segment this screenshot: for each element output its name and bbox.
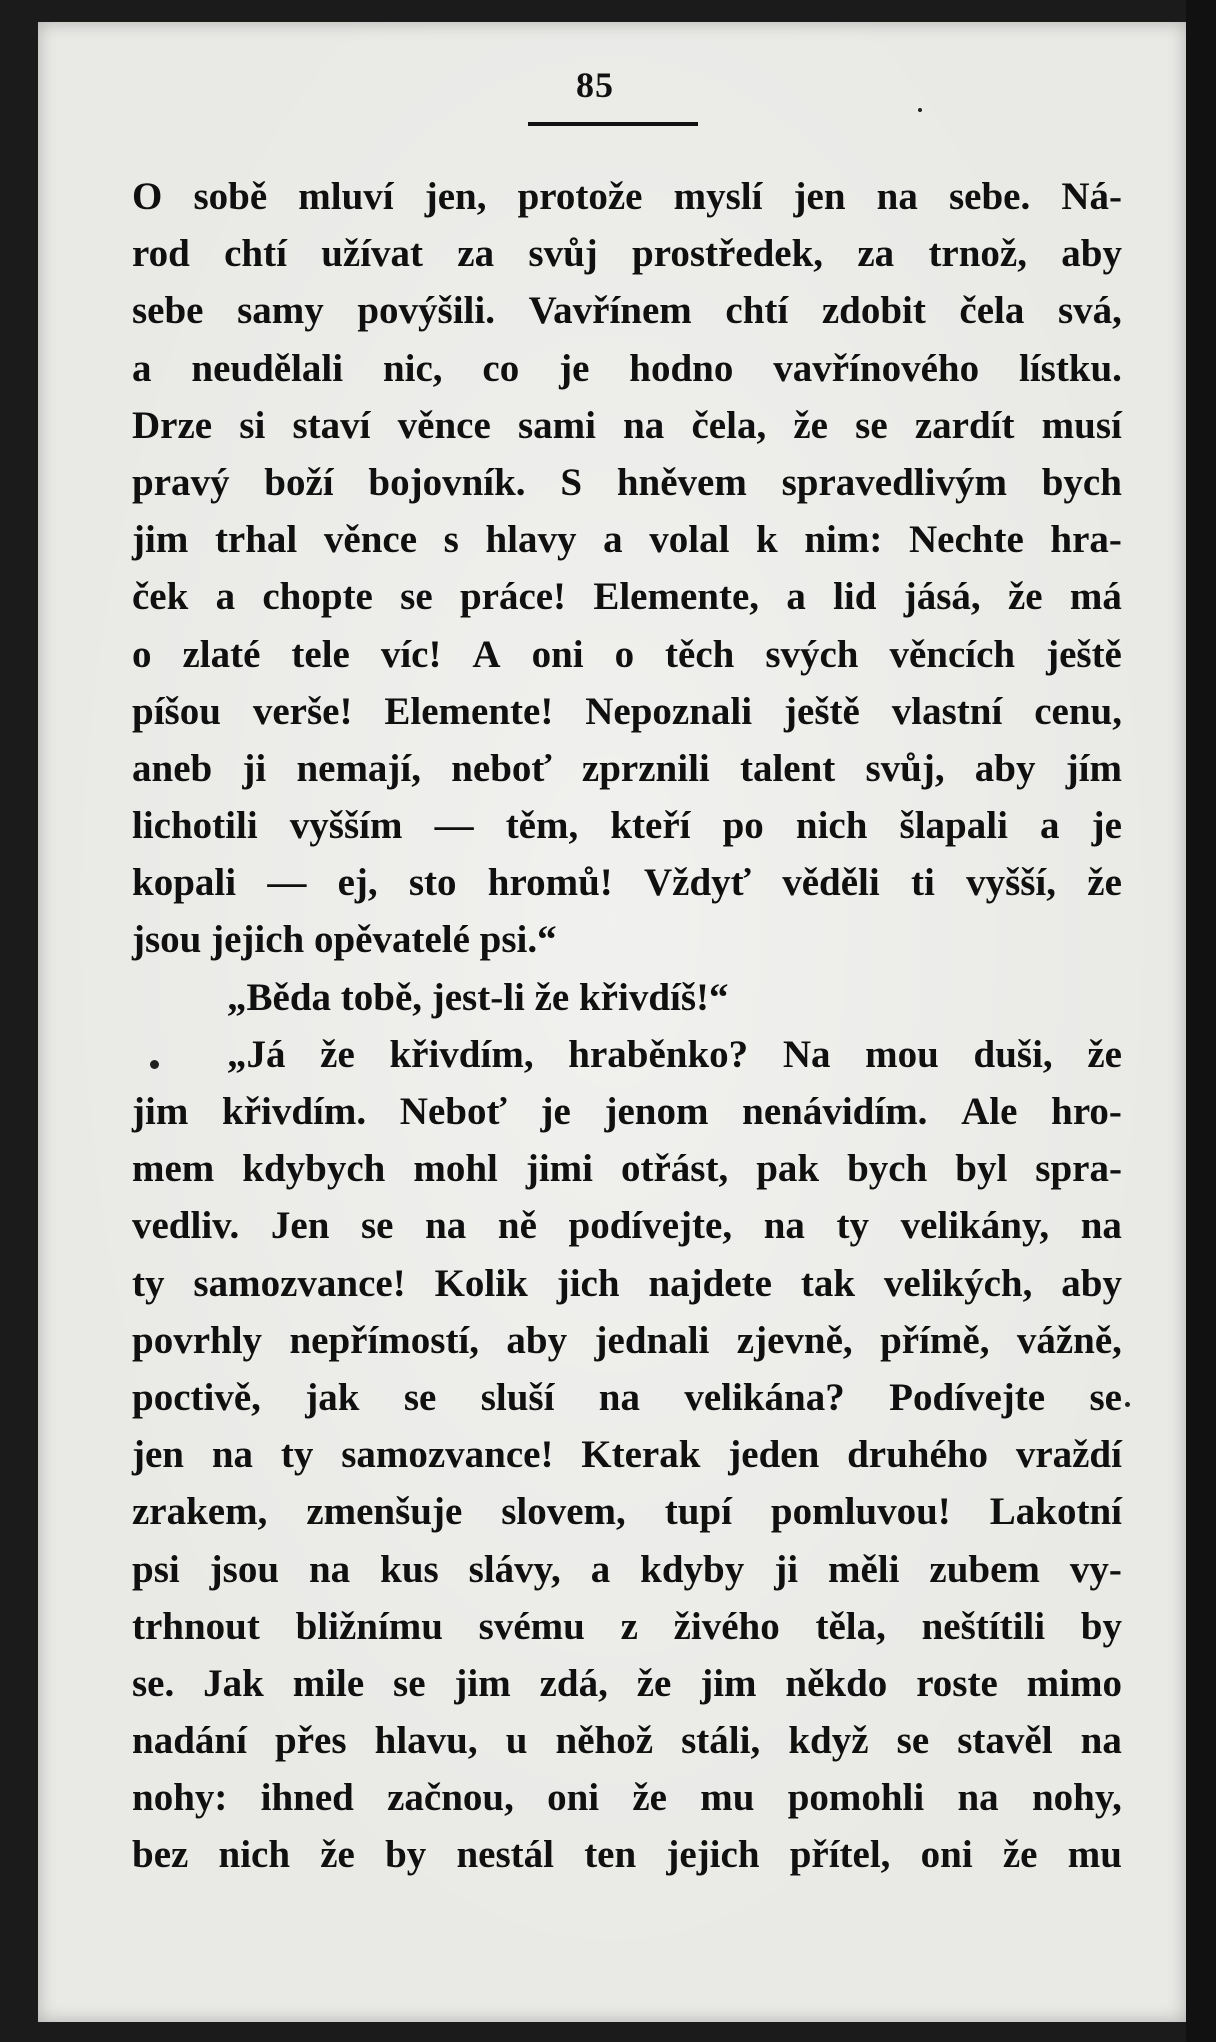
word: najdete [648,1261,772,1305]
word: na [1080,1719,1122,1763]
word: Kolik [434,1261,528,1305]
word: sebe. [948,175,1031,218]
text-line [132,1655,1122,1712]
word: O [132,175,163,218]
word: hraběnko? [568,1032,749,1076]
word: pomluvou! [770,1490,951,1534]
word: přítel, [789,1833,891,1877]
word: pravý [132,460,230,504]
word: zjevně, [736,1318,853,1362]
word: za [857,232,895,276]
word: zdá, [539,1661,608,1705]
word: hromů! [487,861,613,905]
text-line [132,1140,1122,1197]
word: vyšší, [966,861,1057,905]
word: oni [920,1833,973,1877]
word: svému [478,1604,585,1648]
word: je [540,1090,571,1133]
word: samozvance! [193,1261,406,1305]
word: musí [1041,403,1122,447]
word: aby [506,1318,568,1362]
word: spravedlivým [781,460,1007,504]
word: jenom [604,1090,709,1133]
word: že [1087,861,1122,905]
word: velikána? [684,1375,845,1419]
text-line [132,168,1122,225]
scan-border [1186,0,1216,2042]
word: a [603,518,623,562]
word: verše! [252,689,353,733]
header-rule [528,122,698,126]
word: stavěl [957,1719,1053,1763]
text-line [132,511,1122,568]
text-line [132,340,1122,397]
word: samozvance! [341,1433,554,1477]
word: byl [955,1147,1008,1191]
word: užívat [321,232,424,276]
word: ty [132,1261,165,1305]
word: bez [132,1833,189,1877]
word: neudělali [191,346,344,390]
word: a [590,1547,611,1591]
page-number: 85 [576,65,614,105]
text-line: jsou jejich opěvatelé psi.“ [132,918,557,962]
word: Ale [961,1090,1018,1133]
word: věncích [889,632,1016,676]
word: mile [292,1661,365,1705]
word: co [482,346,520,390]
word: pak [756,1147,820,1191]
word: křivdím. [222,1090,367,1133]
word: práce! [459,575,567,619]
word: jen, [424,175,487,218]
word: bližnímu [295,1604,443,1648]
word: staví [292,403,371,447]
word: Jak [203,1661,264,1705]
word: šlapali [899,804,1008,848]
word: tele [291,632,350,676]
word: se [403,1375,437,1419]
word: jásá, [903,575,981,619]
word: nohy: [132,1776,228,1820]
word: po [722,804,764,848]
word: že [636,1661,672,1705]
word: je [559,346,590,390]
word: že [1087,1032,1122,1076]
word: sluší [480,1375,555,1419]
word: mimo [1026,1661,1122,1705]
word: Elemente! [384,689,554,733]
word: si [239,403,266,447]
word: že [1007,575,1043,619]
word: se [855,403,888,447]
word: Vždyť [644,861,751,905]
word: mu [700,1776,755,1820]
word: nic, [382,346,443,390]
word: vavřínového [773,346,980,390]
word: a [1040,804,1060,848]
text-line [132,397,1122,454]
word: má [1069,575,1122,619]
word: nepřímostí, [289,1318,480,1362]
word: jejich [666,1833,760,1877]
word: by [1080,1604,1122,1648]
word: Nechte [908,518,1024,562]
word: víc! [380,632,442,676]
word: rod [132,232,190,276]
word: hněvem [616,460,747,504]
word: Elemente, [593,575,760,619]
word: na [598,1375,640,1419]
word: a [786,575,806,619]
word: nadání [132,1719,247,1763]
word: svůj [528,232,598,276]
word: z [620,1604,638,1648]
word: mohl [413,1147,498,1191]
word: Podívejte [889,1375,1046,1419]
word: na [623,403,665,447]
word: ty [280,1433,314,1477]
word: se [361,1204,394,1248]
word: A [472,632,501,676]
word: za [457,232,495,276]
word: svých [765,632,859,676]
word: ještě [1046,632,1122,676]
word: začnou, [387,1776,514,1820]
word: jim [454,1661,511,1705]
word: nohy, [1031,1776,1122,1820]
word: hro- [1051,1090,1122,1133]
word: ček [132,575,189,619]
text-line [132,1255,1122,1312]
word: zubem [929,1547,1040,1591]
word: mou [865,1032,939,1076]
word: přes [275,1719,347,1763]
word: vážně, [1016,1318,1122,1362]
word: „Já [227,1032,286,1076]
text-line [132,1826,1122,1883]
word: Nepoznali [585,689,753,733]
text-line [132,626,1122,683]
word: vraždí [1015,1433,1122,1477]
word: kdybych [242,1147,386,1191]
word: bojovník. [368,460,526,504]
word: talent [739,746,836,790]
word: boží [264,460,334,504]
text-line [132,568,1122,625]
word: když [788,1719,869,1763]
word: že [320,1833,355,1877]
word: tupí [664,1490,732,1534]
word: zlaté [182,632,261,676]
word: aby [1061,232,1122,276]
word: píšou [132,689,221,733]
word: S [560,460,583,504]
word: duši, [973,1032,1053,1076]
word: pomohli [787,1776,925,1820]
word: ej, [337,861,378,905]
word: velikých, [883,1261,1033,1305]
word: s [443,518,459,562]
word: vy- [1069,1547,1122,1591]
word: těch [665,632,735,676]
word: vyšším [289,804,403,848]
word: se [393,1661,426,1705]
word: nenávidím. [742,1090,928,1133]
word: někdo [785,1661,888,1705]
word: že [793,403,828,447]
word: jeden [728,1433,820,1477]
word: hra- [1050,518,1122,562]
word: čela, [691,403,767,447]
word: lid [833,575,877,619]
word: aby [1061,1261,1122,1305]
text-line [132,1483,1122,1540]
word: věnce [397,403,491,447]
word: měli [827,1547,900,1591]
word: se. [132,1661,175,1705]
word: zdobit [821,289,926,333]
word: sto [408,861,457,905]
word: jsou [209,1547,280,1591]
word: aneb [132,746,213,790]
word: na [425,1204,467,1248]
word: na [957,1776,999,1820]
word: povýšili. [357,289,495,333]
word: vedliv. [132,1204,240,1248]
text-line [132,1312,1122,1369]
text-line [132,740,1122,797]
word: jak [305,1375,360,1419]
word: jim [132,518,189,562]
body-text [132,168,1122,1884]
word: samy [237,289,324,333]
word: mu [1067,1833,1122,1877]
text-line [132,225,1122,282]
word: slávy, [468,1547,561,1591]
word: neboť [451,746,552,790]
text-line [132,1197,1122,1254]
word: a [215,575,236,619]
word: jim [132,1090,189,1133]
text-line [132,854,1122,911]
word: chtí [725,289,789,333]
word: by [385,1833,427,1877]
word: zrakem, [132,1490,268,1534]
word: ty [836,1204,870,1248]
word: se [1089,1375,1122,1419]
word: hlavy [485,518,577,562]
word: sobě [193,175,268,218]
word: se [896,1719,930,1763]
word: že [632,1776,667,1820]
word: velikány, [900,1204,1050,1248]
word: neštítili [921,1604,1046,1648]
word: chtí [224,232,287,276]
word: hodno [629,346,734,390]
word: Ná- [1061,175,1122,218]
word: roste [916,1661,998,1705]
word: nemají, [296,746,421,790]
text-line [132,683,1122,740]
word: těm, [505,804,579,848]
word: chopte [262,575,373,619]
word: bych [847,1147,928,1191]
text-line [132,797,1122,854]
text-line [132,282,1122,339]
word: mluví [298,175,394,218]
word: Kterak [581,1433,701,1477]
word: jim [700,1661,757,1705]
word: těla, [815,1604,886,1648]
word: podívejte, [568,1204,733,1248]
word: věnce [323,518,418,562]
word: poctivě, [132,1375,261,1419]
word: Drze [132,403,213,447]
word: lichotili [132,804,258,848]
word: že [320,1032,355,1076]
text-line [132,1026,1122,1083]
word: na [308,1547,351,1591]
word: věděli [782,861,880,905]
word: cenu, [1034,689,1122,733]
word: že [1002,1833,1038,1877]
word: tak [800,1261,856,1305]
word: jím [1065,746,1122,790]
word: na [763,1204,805,1248]
word: sebe [132,289,204,333]
word: se [400,575,433,619]
word: na [211,1433,254,1477]
word: slovem, [501,1490,626,1534]
text-line [132,1369,1122,1426]
word: trhnout [132,1604,260,1648]
word: k [756,518,778,562]
word: Lakotní [989,1490,1122,1534]
word: ten [584,1833,637,1877]
word: kopali [132,861,237,905]
word: nich [795,804,868,848]
word: prostředek, [632,232,824,276]
word: myslí [673,175,763,218]
word: živého [673,1604,780,1648]
word: trnož, [928,232,1027,276]
word: na [1080,1204,1122,1248]
word: o [132,632,152,676]
word: na [876,175,918,218]
word: u [505,1719,528,1763]
word: povrhly [132,1318,263,1362]
text-line [132,1426,1122,1483]
word: sami [517,403,596,447]
word: jimi [525,1147,593,1191]
word: křivdím, [389,1032,534,1076]
word: ihned [260,1776,354,1820]
word: a [132,346,152,390]
word: ně [497,1204,537,1248]
text-line [132,1541,1122,1598]
word: jich [556,1261,620,1305]
word: — [434,804,474,848]
text-line [132,454,1122,511]
word: je [1091,804,1122,848]
word: ji [242,746,267,790]
word: něhož [555,1719,654,1763]
word: ji [774,1547,799,1591]
word: hlavu, [374,1719,478,1763]
word: jen [132,1433,184,1477]
text-line [132,1712,1122,1769]
word: ti [910,861,935,905]
word: psi [132,1547,180,1591]
word: svá, [1057,289,1122,333]
word: trhal [214,518,298,562]
word: Jen [270,1204,330,1248]
word: aby [974,746,1036,790]
word: Vavřínem [528,289,692,333]
word: — [267,861,307,905]
word: stáli, [681,1719,761,1763]
ink-speck [1125,1402,1130,1407]
word: kus [380,1547,439,1591]
text-line: „Běda tobě, jest-li že křivdíš!“ [227,975,729,1019]
word: kdyby [640,1547,745,1591]
word: protože [517,175,643,218]
word: kteří [610,804,691,848]
word: vlastní [891,689,1003,733]
word: zprznili [581,746,710,790]
text-line [132,1598,1122,1655]
text-line [132,1083,1122,1140]
word: o [614,632,635,676]
word: druhého [847,1433,988,1477]
word: svůj, [865,746,945,790]
word: oni [531,632,584,676]
word: lístku. [1018,346,1122,390]
word: Na [782,1032,831,1076]
word: čela [959,289,1025,333]
word: nestál [456,1833,554,1877]
word: spra- [1035,1147,1122,1191]
word: bych [1041,460,1122,504]
word: jednali [594,1318,710,1362]
word: Neboť [399,1090,507,1133]
ink-speck [918,108,922,112]
word: zmenšuje [306,1490,463,1534]
word: mem [132,1147,215,1191]
word: nim: [804,518,883,562]
word: zardít [914,403,1015,447]
word: oni [547,1776,600,1820]
ink-speck [150,1060,159,1069]
word: nich [218,1833,291,1877]
word: přímě, [880,1318,990,1362]
word: ještě [784,689,860,733]
word: jen [793,175,846,218]
word: otřást, [620,1147,729,1191]
text-line [132,1769,1122,1826]
word: volal [649,518,730,562]
